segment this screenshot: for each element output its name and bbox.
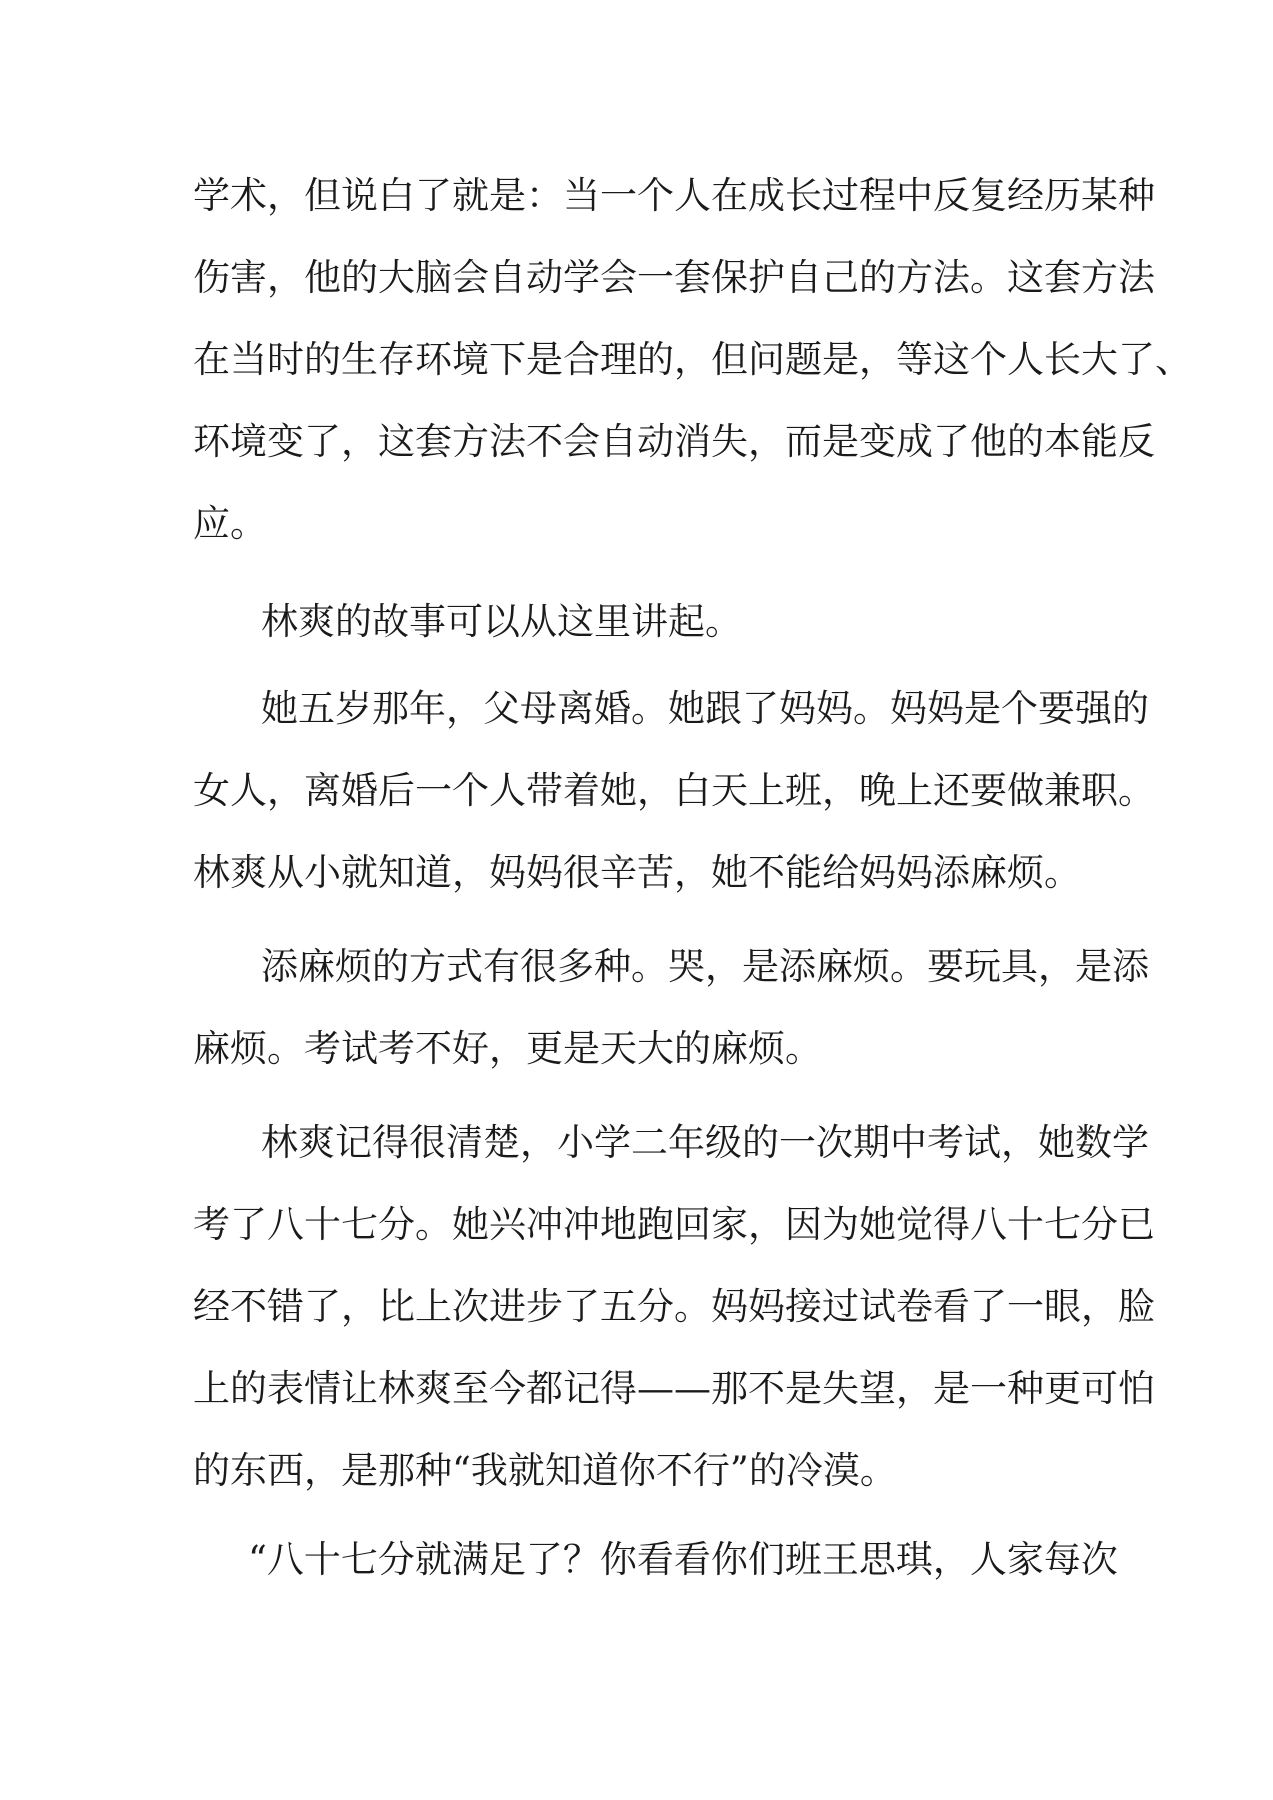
text-line: 上的表情让林爽至今都记得——那不是失望，是一种更可怕 (193, 1367, 1155, 1410)
paragraph-line: 添麻烦的方式有很多种。哭，是添麻烦。要玩具，是添 (261, 945, 1149, 988)
paragraph-line: 她五岁那年，父母离婚。她跟了妈妈。妈妈是个要强的 (261, 687, 1149, 730)
paragraph-line: 林爽的故事可以从这里讲起。 (261, 600, 742, 643)
text-line: 林爽从小就知道，妈妈很辛苦，她不能给妈妈添麻烦。 (193, 851, 1081, 894)
text-line: 伤害，他的大脑会自动学会一套保护自己的方法。这套方法 (193, 256, 1155, 299)
text-line: 女人，离婚后一个人带着她，白天上班，晚上还要做兼职。 (193, 769, 1155, 812)
text-line: 考了八十七分。她兴冲冲地跑回家，因为她觉得八十七分已 (193, 1203, 1155, 1246)
text-line: 学术，但说白了就是：当一个人在成长过程中反复经历某种 (193, 174, 1155, 217)
text-line: 应。 (193, 502, 267, 545)
text-line: 在当时的生存环境下是合理的，但问题是，等这个人长大了、 (193, 338, 1192, 381)
text-line: 的东西，是那种“我就知道你不行”的冷漠。 (193, 1449, 897, 1492)
paragraph-line: “八十七分就满足了？你看看你们班王思琪，人家每次 (248, 1538, 1118, 1581)
text-line: 经不错了，比上次进步了五分。妈妈接过试卷看了一眼，脸 (193, 1285, 1155, 1328)
paragraph-line: 林爽记得很清楚，小学二年级的一次期中考试，她数学 (261, 1121, 1149, 1164)
text-line: 环境变了，这套方法不会自动消失，而是变成了他的本能反 (193, 420, 1155, 463)
text-line: 麻烦。考试考不好，更是天大的麻烦。 (193, 1027, 822, 1070)
